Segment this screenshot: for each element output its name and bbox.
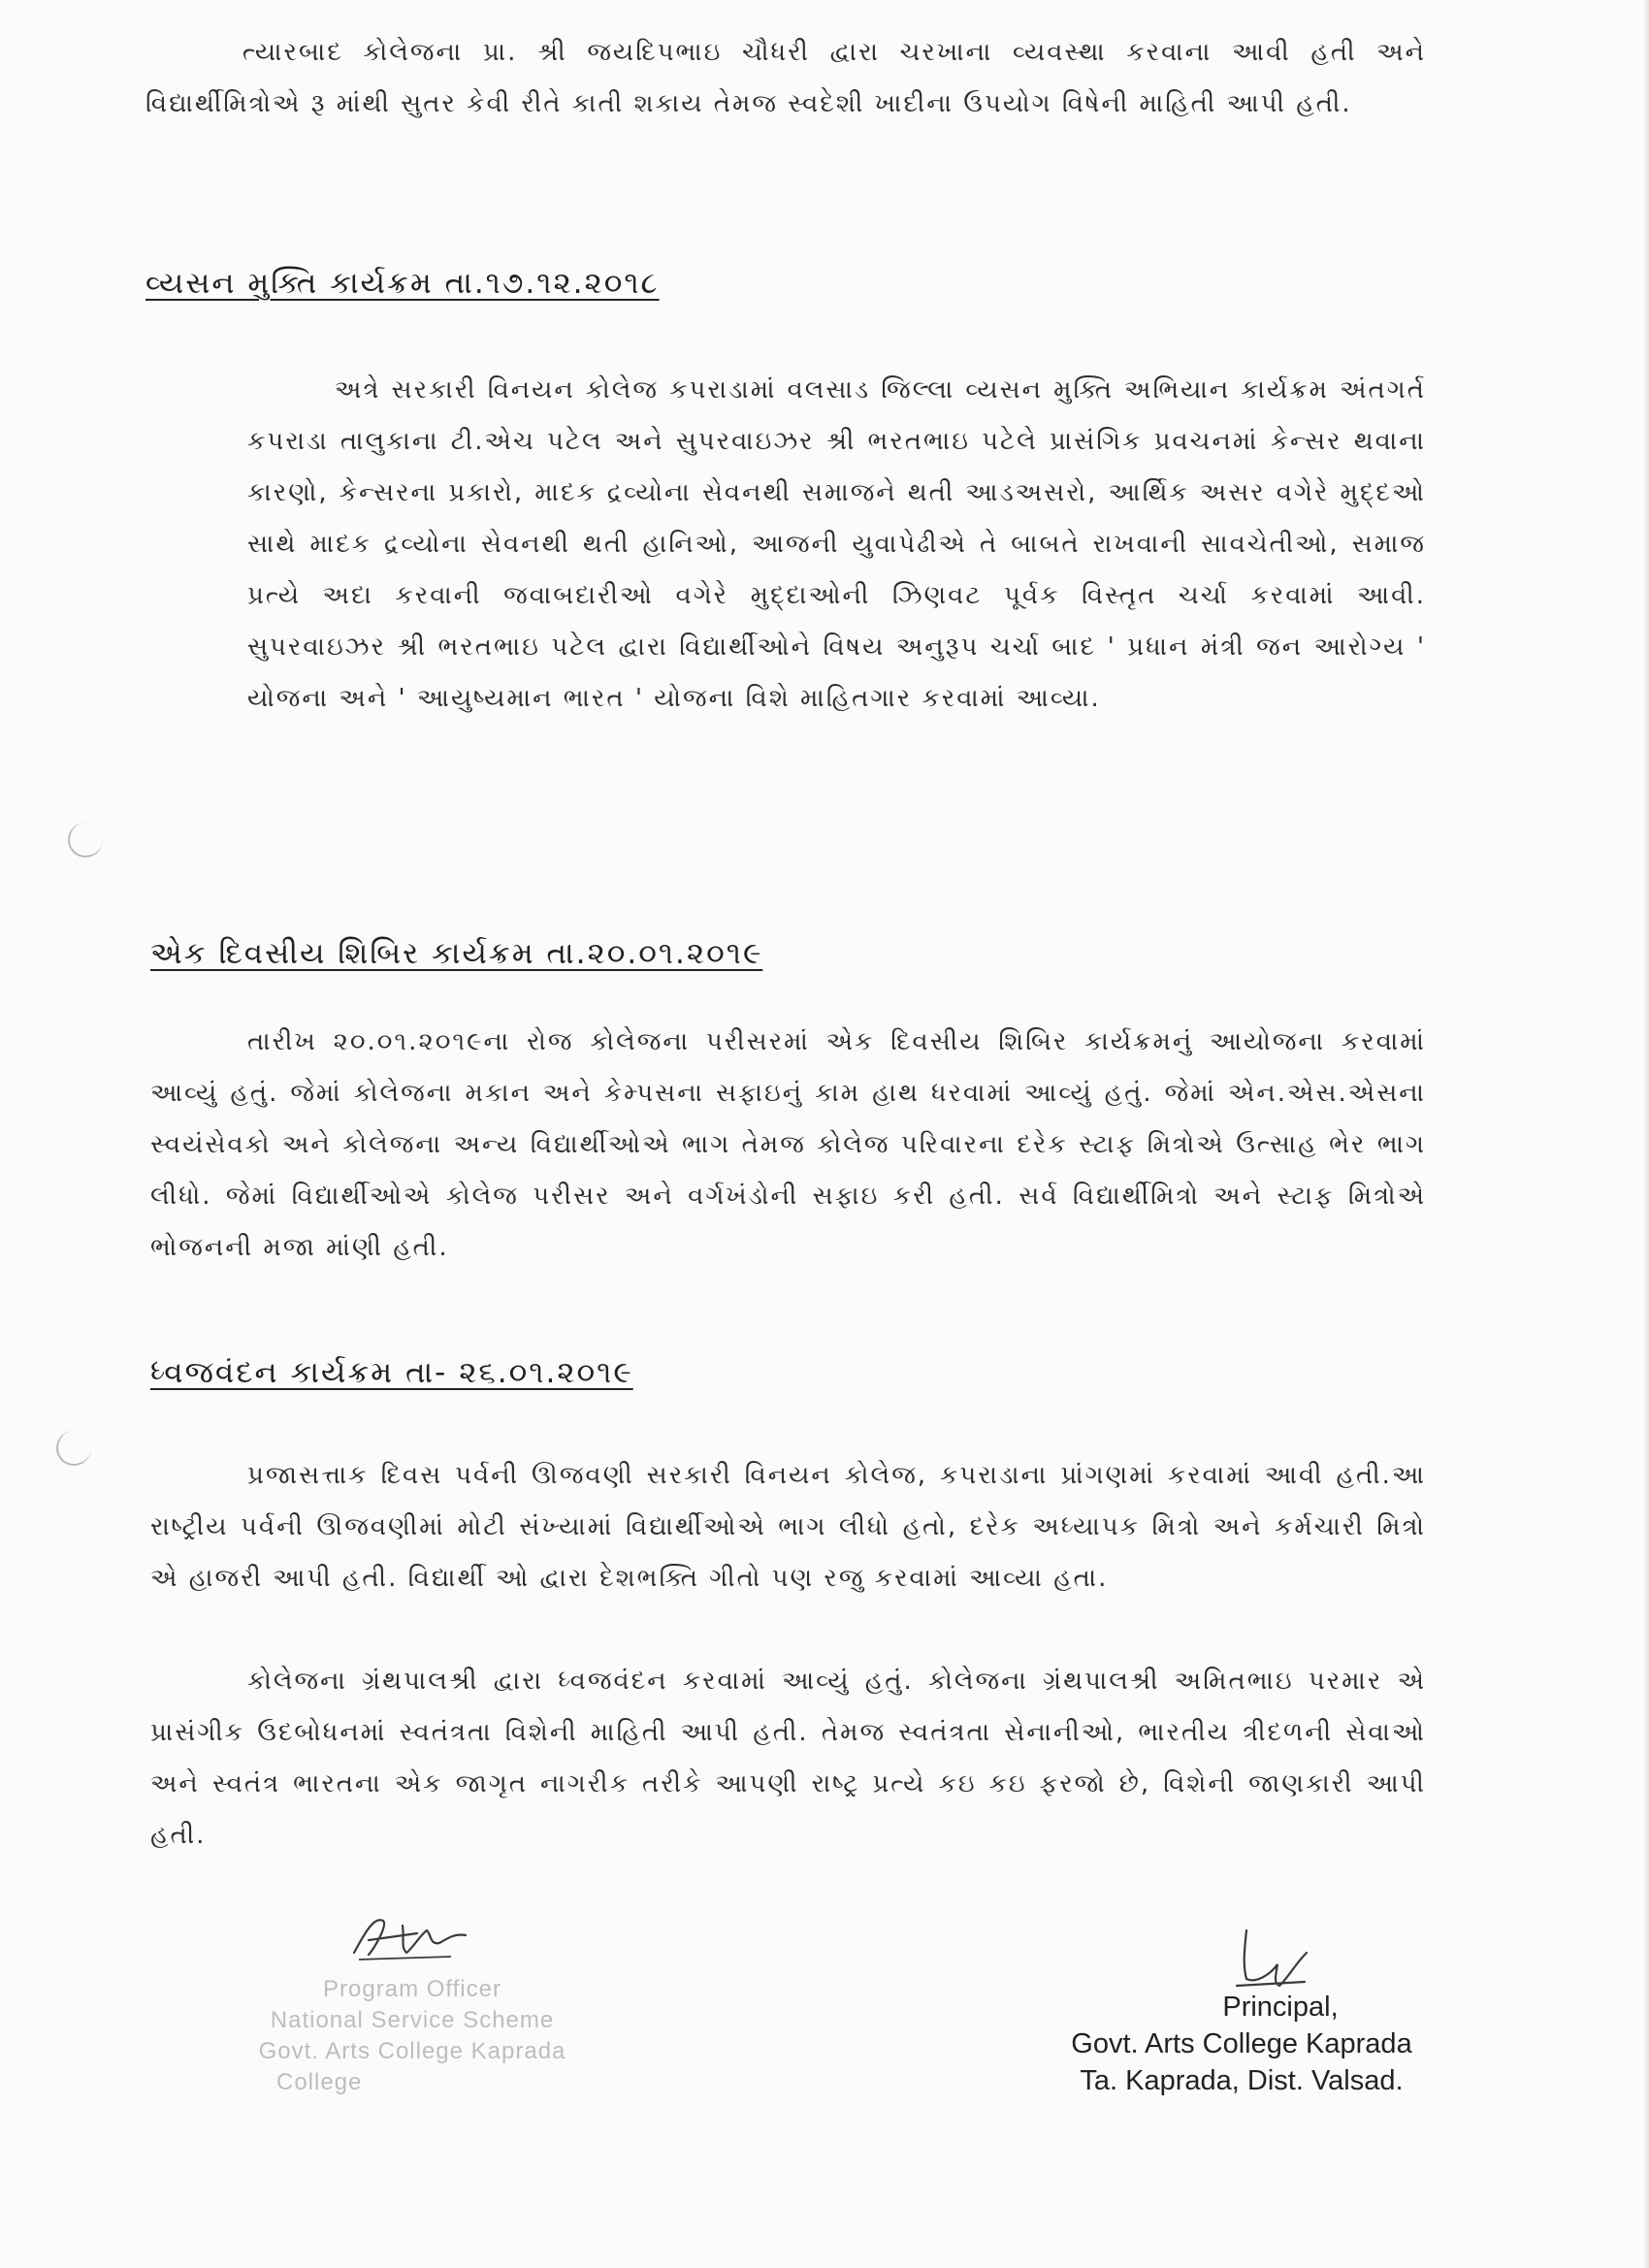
stamp-line-1: Program Officer	[323, 1976, 501, 2002]
intro-paragraph	[146, 27, 1426, 130]
section-paragraph-dhvajvandan-1: પ્રજાસત્તાક દિવસ પર્વની ઊજવણી સરકારી વિનયન કોલેજ, કપરાડાના પ્રાંગણમાં કરવામાં આવી હતી.આ રાષ્ટ્રીય પર્વની ઊજવણીમાં મોટી સંખ્યામાં વિદ્યાર્થીઓએ ભાગ લીધો હતો, દરેક અધ્યાપક મિત્રો અને કર્મચારી મિત્રો એ હાજરી આપી હતી. વિદ્યાર્થી ઓ દ્વારા દેશભક્તિ ગીતો પણ રજુ કરવામાં આવ્યા હતા.	[150, 1461, 1426, 1593]
section-heading-vyasan-mukti: વ્યસન મુક્તિ કાર્યક્રમ તા.૧૭.૧૨.૨૦૧૮	[146, 266, 660, 301]
section-paragraph-shibir: તારીખ ૨૦.૦૧.૨૦૧૯ના રોજ કોલેજના પરીસરમાં એક દિવસીય શિબિર કાર્યક્રમનું આયોજના કરવામાં આવ્યું હતું. જેમાં કોલેજના મકાન અને કેમ્પસના સફાઇનું કામ હાથ ધરવામાં આવ્યું હતું. જેમાં એન.એસ.એસના સ્વયંસેવકો અને કોલેજના અન્ય વિદ્યાર્થીઓએ ભાગ તેમજ કોલેજ પરિવારના દરેક સ્ટાફ મિત્રોએ ઉત્સાહ ભેર ભાગ લીધો. જેમાં વિદ્યાર્થીઓએ કોલેજ પરીસર અને વર્ગખંડોની સફાઇ કરી હતી. સર્વ વિદ્યાર્થીમિત્રો અને સ્ટાફ મિત્રોએ ભોજનની મજા માંણી હતી.	[150, 1027, 1426, 1262]
program-officer-stamp	[209, 1974, 616, 2098]
principal-title: Principal,	[1222, 1992, 1339, 2023]
section-heading-dhvajvandan: ધ્વજવંદન કાર્યક્રમ તા- ૨૬.૦૧.૨૦૧૯	[150, 1355, 633, 1390]
principal-address: Ta. Kaprada, Dist. Valsad.	[1080, 2065, 1404, 2096]
section-paragraph-vyasan-mukti: અત્રે સરકારી વિનયન કોલેજ કપરાડામાં વલસાડ જિલ્લા વ્યસન મુક્તિ અભિયાન કાર્યક્રમ અંતગર્ત કપરાડા તાલુકાના ટી.એચ પટેલ અને સુપરવાઇઝર શ્રી ભરતભાઇ પટેલે પ્રાસંગિક પ્રવચનમાં કેન્સર થવાના કારણો, કેન્સરના પ્રકારો, માદક દ્રવ્યોના સેવનથી સમાજને થતી આડઅસરો, આર્થિક અસર વગેરે મુદ્દઓ સાથે માદક દ્રવ્યોના સેવનથી થતી હાનિઓ, આજની યુવાપેઢીએ તે બાબતે રાખવાની સાવચેતીઓ, સમાજ પ્રત્યે અદા કરવાની જવાબદારીઓ વગેરે મુદ્દાઓની ઝિણવટ પૂર્વક વિસ્તૃત ચર્ચા કરવામાં આવી. સુપરવાઇઝર શ્રી ભરતભાઇ પટેલ દ્વારા વિદ્યાર્થીઓને વિષય અનુરૂપ ચર્ચા બાદ ' પ્રધાન મંત્રી જન આરોગ્ય ' યોજના અને ' આયુષ્યમાન ભારત ' યોજના વિશે માહિતગાર કરવામાં આવ્યા.	[247, 375, 1426, 713]
section-heading-shibir: એક દિવસીય શિબિર કાર્યક્રમ તા.૨૦.૦૧.૨૦૧૯	[150, 936, 763, 971]
principal-block	[1048, 1989, 1436, 2099]
intro-text: ત્યારબાદ કોલેજના પ્રા. શ્રી જયદિપભાઇ ચૌધરી દ્વારા ચરખાના વ્યવસ્થા કરવાના આવી હતી અને વિદ્યાર્થીમિત્રોએ રૂ માંથી સુતર કેવી રીતે કાતી શકાય તેમજ સ્વદેશી ખાદીના ઉપયોગ વિષેની માહિતી આપી હતી.	[146, 38, 1426, 118]
stamp-line-2: National Service Scheme	[270, 2007, 555, 2033]
principal-college: Govt. Arts College Kaprada	[1071, 2028, 1412, 2059]
punch-hole-mark-top	[68, 823, 103, 858]
program-officer-signature	[344, 1906, 480, 1964]
principal-signature	[1217, 1926, 1324, 1993]
page-edge-shadow	[1643, 0, 1649, 2268]
punch-hole-mark-bottom	[56, 1431, 91, 1466]
stamp-line-4: College	[276, 2069, 363, 2095]
section-paragraph-dhvajvandan-2: કોલેજના ગ્રંથપાલશ્રી દ્વારા ધ્વજવંદન કરવામાં આવ્યું હતું. કોલેજના ગ્રંથપાલશ્રી અમિતભાઇ પરમાર એ પ્રાસંગીક ઉદબોધનમાં સ્વતંત્રતા વિશેની માહિતી આપી હતી. તેમજ સ્વતંત્રતા સેનાનીઓ, ભારતીય ત્રીદળની સેવાઓ અને સ્વતંત્ર ભારતના એક જાગૃત નાગરીક તરીકે આપણી રાષ્ટ્ર પ્રત્યે કઇ કઇ ફરજો છે, વિશેની જાણકારી આપી હતી.	[150, 1667, 1426, 1850]
stamp-line-3: Govt. Arts College Kaprada	[258, 2038, 566, 2064]
